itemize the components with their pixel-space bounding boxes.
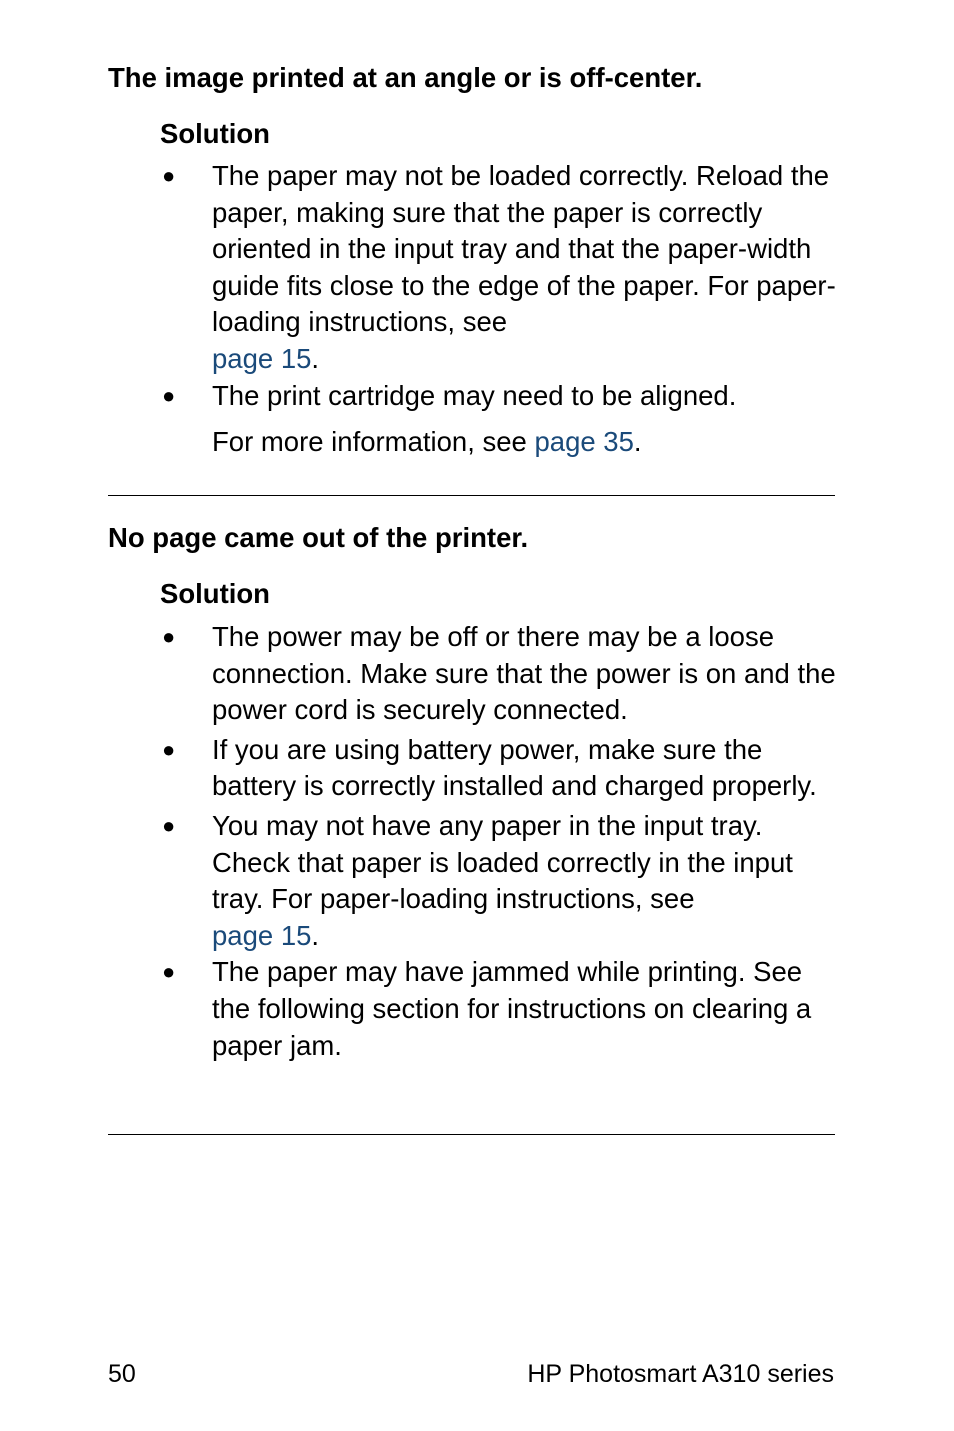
list-item	[160, 619, 840, 729]
solution-list	[160, 158, 840, 414]
list-item	[160, 158, 840, 378]
list-item-text: You may not have any paper in the input tray. Check that paper is loaded correctly in the input tray. For paper-loading instructions, see	[212, 809, 793, 915]
punctuation: .	[311, 342, 320, 374]
section-divider	[108, 495, 835, 496]
bullet-icon: ●	[162, 163, 176, 188]
list-item	[160, 808, 840, 954]
list-item-text: The paper may have jammed while printing. See the following section for instructions on clearing a paper jam.	[212, 956, 812, 1061]
section-heading-off-center: The image printed at an angle or is off-center.	[108, 62, 703, 93]
list-item-text: If you are using battery power, make sure the battery is correctly installed and charged properly.	[212, 733, 817, 802]
bullet-icon: ●	[162, 812, 176, 838]
list-item	[160, 378, 840, 415]
punctuation: .	[311, 919, 320, 951]
list-item-text: The power may be off or there may be a loose connection. Make sure that the power is on and the power cord is securely connected.	[212, 621, 836, 726]
solution-label: Solution	[160, 118, 270, 149]
list-item	[160, 732, 840, 805]
solution-list	[160, 619, 840, 1064]
page-link[interactable]: page 15	[212, 919, 312, 951]
list-item	[160, 954, 840, 1064]
page-number: 50	[108, 1360, 136, 1388]
punctuation: .	[633, 426, 642, 457]
section-divider	[108, 1134, 835, 1135]
more-info-note	[212, 424, 642, 460]
bullet-icon: ●	[162, 624, 176, 649]
product-name: HP Photosmart A310 series	[527, 1360, 834, 1388]
list-item-text: The print cartridge may need to be aligned.	[212, 379, 737, 411]
section-heading-no-page: No page came out of the printer.	[108, 522, 529, 553]
page-link[interactable]: page 35	[534, 426, 634, 457]
solution-label: Solution	[160, 578, 270, 609]
list-item-text: The paper may not be loaded correctly. Reload the paper, making sure that the paper is correctly oriented in the input tray and that the paper-width guide fits close to the edge of the paper. For paper-loading instructions, see	[212, 160, 836, 338]
bullet-icon: ●	[162, 959, 176, 985]
bullet-icon: ●	[162, 382, 176, 408]
bullet-icon: ●	[162, 736, 176, 762]
more-info-text: For more information, see	[212, 426, 527, 457]
page-link[interactable]: page 15	[212, 342, 312, 374]
